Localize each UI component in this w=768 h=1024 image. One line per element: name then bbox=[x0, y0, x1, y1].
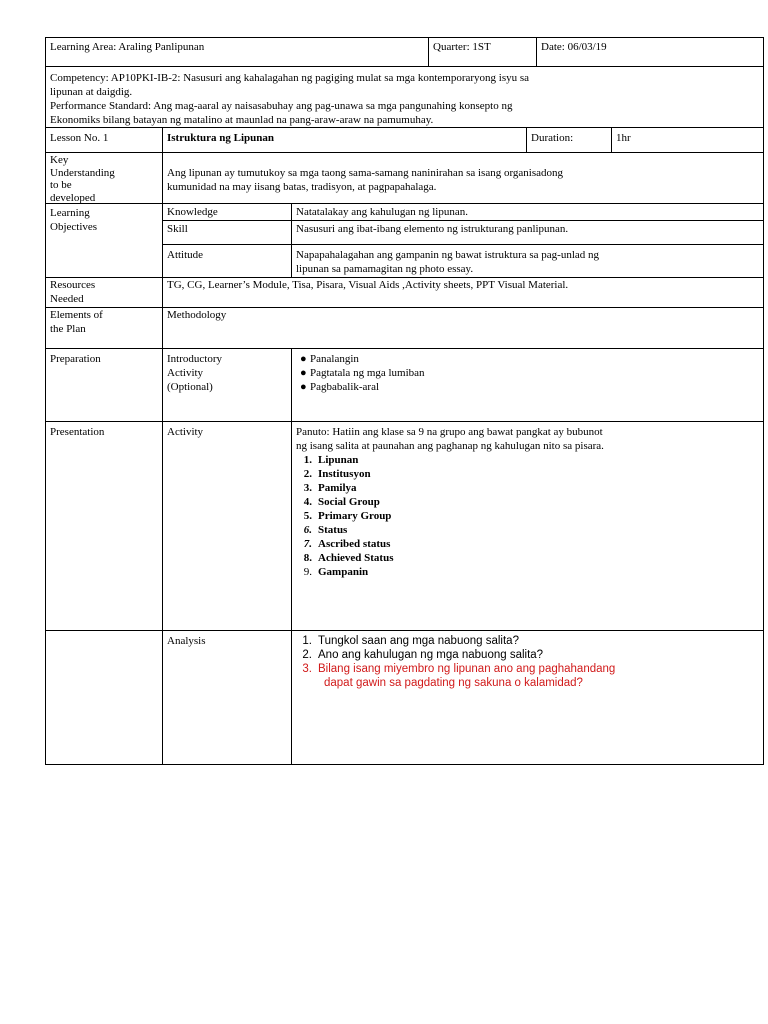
competency-line: Competency: AP10PKI-IB-2: Nasusuri ang kahalagahan ng pagiging mulat sa mga kontemporaryong isyu sa bbox=[50, 72, 530, 84]
list-item: 9. Gampanin bbox=[303, 566, 369, 578]
activity-instructions: ng isang salita at paunahan ang paghanap ng kahulugan nito sa pisara. bbox=[296, 440, 604, 452]
lesson-title: Istruktura ng Lipunan bbox=[167, 132, 274, 144]
list-item: 3. Pamilya bbox=[303, 482, 357, 494]
resources-text: TG, CG, Learner’s Module, Tisa, Pisara, Visual Aids ,Activity sheets, PPT Visual Material. bbox=[167, 279, 569, 291]
introductory-activity-label: (Optional) bbox=[167, 381, 213, 393]
lesson-number-cell bbox=[45, 127, 163, 153]
list-item: 6. Status bbox=[303, 524, 348, 536]
key-understanding-label: Key bbox=[50, 154, 69, 166]
quarter-cell bbox=[428, 37, 537, 67]
activity-label: Activity bbox=[167, 426, 204, 438]
attitude-text: Napapahalagahan ang gampanin ng bawat istruktura sa pag-unlad ng bbox=[296, 249, 600, 261]
elements-label: the Plan bbox=[50, 323, 86, 335]
list-item: 2. Ano ang kahulugan ng mga nabuong salita? bbox=[302, 649, 544, 661]
attitude-text-cell bbox=[291, 244, 764, 278]
preparation-list-cell bbox=[291, 348, 764, 422]
list-item: ● Pagbabalik-aral bbox=[300, 381, 380, 393]
list-item-continuation: dapat gawin sa pagdating ng sakuna o kalamidad? bbox=[324, 677, 583, 689]
resources-text-cell bbox=[162, 277, 764, 308]
activity-instructions: Panuto: Hatiin ang klase sa 9 na grupo ang bawat pangkat ay bubunot bbox=[296, 426, 603, 438]
resources-label: Needed bbox=[50, 293, 84, 305]
lesson-plan-table bbox=[45, 37, 764, 765]
introductory-activity-label: Activity bbox=[167, 367, 204, 379]
knowledge-label-cell bbox=[162, 203, 292, 221]
bullet-icon: ● bbox=[300, 367, 307, 379]
key-understanding-label: Understanding bbox=[50, 166, 115, 179]
key-understanding-label: developed bbox=[50, 191, 96, 204]
list-item: ● Panalangin bbox=[300, 353, 359, 365]
key-understanding-label: to be bbox=[50, 179, 72, 191]
analysis-label-cell bbox=[162, 630, 292, 765]
preparation-label-cell bbox=[45, 348, 163, 422]
performance-standard-line: Ekonomiks bilang batayan ng matalino at maunlad na pang-araw-araw na pamumuhay. bbox=[50, 114, 434, 126]
analysis-blank-cell bbox=[45, 630, 163, 765]
attitude-label: Attitude bbox=[167, 249, 204, 261]
date: Date: 06/03/19 bbox=[541, 41, 607, 53]
activity-content-cell bbox=[291, 421, 764, 631]
competency-line: lipunan at daigdig. bbox=[50, 86, 133, 98]
skill-label: Skill bbox=[167, 223, 188, 235]
list-item: 1. Tungkol saan ang mga nabuong salita? bbox=[302, 635, 519, 647]
elements-label-cell bbox=[45, 307, 163, 349]
duration-value-cell bbox=[611, 127, 764, 153]
skill-text-cell bbox=[291, 220, 764, 245]
competency-cell bbox=[45, 66, 764, 128]
key-understanding-text: kumunidad na may iisang batas, tradisyon, at pagpapahalaga. bbox=[167, 181, 437, 193]
analysis-label: Analysis bbox=[167, 635, 206, 647]
learning-objectives-label: Objectives bbox=[50, 221, 98, 233]
activity-label-cell bbox=[162, 421, 292, 631]
knowledge-text-cell bbox=[291, 203, 764, 221]
knowledge-label: Knowledge bbox=[167, 206, 218, 218]
list-item: 2. Institusyon bbox=[303, 468, 371, 480]
performance-standard-line: Performance Standard: Ang mag-aaral ay naisasabuhay ang pag-unawa sa mga pangunahing konsepto ng bbox=[50, 100, 513, 112]
key-understanding-label-cell bbox=[45, 152, 163, 204]
list-item: 8. Achieved Status bbox=[303, 552, 394, 564]
bullet-icon: ● bbox=[300, 381, 307, 393]
duration-label: Duration: bbox=[531, 132, 574, 144]
elements-label: Elements of bbox=[50, 309, 103, 321]
learning-area-cell bbox=[45, 37, 429, 67]
presentation-label-cell bbox=[45, 421, 163, 631]
attitude-text: lipunan sa pamamagitan ng photo essay. bbox=[296, 263, 474, 275]
presentation-label: Presentation bbox=[50, 426, 105, 438]
learning-objectives-label: Learning bbox=[50, 207, 90, 219]
lesson-title-cell bbox=[162, 127, 527, 153]
analysis-content-cell bbox=[291, 630, 764, 765]
resources-label-cell bbox=[45, 277, 163, 308]
lesson-number: Lesson No. 1 bbox=[50, 132, 109, 144]
skill-label-cell bbox=[162, 220, 292, 245]
date-cell bbox=[536, 37, 764, 67]
list-item: 5. Primary Group bbox=[303, 510, 392, 522]
preparation-label: Preparation bbox=[50, 353, 101, 365]
quarter: Quarter: 1ST bbox=[433, 41, 491, 53]
list-item: 3. Bilang isang miyembro ng lipunan ano ang paghahandang bbox=[302, 663, 616, 675]
list-item: 7. Ascribed status bbox=[303, 538, 391, 550]
bullet-icon: ● bbox=[300, 353, 307, 365]
duration-label-cell bbox=[526, 127, 612, 153]
key-understanding-text: Ang lipunan ay tumutukoy sa mga taong sama-samang naninirahan sa isang organisadong bbox=[167, 167, 564, 179]
key-understanding-text-cell bbox=[162, 152, 764, 204]
list-item: ● Pagtatala ng mga lumiban bbox=[300, 367, 425, 379]
introductory-activity-cell bbox=[162, 348, 292, 422]
learning-objectives-label-cell bbox=[45, 203, 163, 278]
knowledge-text: Natatalakay ang kahulugan ng lipunan. bbox=[296, 206, 468, 218]
list-item: 4. Social Group bbox=[303, 496, 380, 508]
attitude-label-cell bbox=[162, 244, 292, 278]
list-item: 1. Lipunan bbox=[303, 454, 359, 466]
skill-text: Nasusuri ang ibat-ibang elemento ng istrukturang panlipunan. bbox=[296, 223, 569, 235]
learning-area: Learning Area: Araling Panlipunan bbox=[50, 41, 205, 53]
methodology-heading: Methodology bbox=[167, 309, 227, 321]
introductory-activity-label: Introductory bbox=[167, 353, 222, 365]
resources-label: Resources bbox=[50, 279, 96, 291]
methodology-cell bbox=[162, 307, 764, 349]
duration-value: 1hr bbox=[616, 132, 631, 144]
